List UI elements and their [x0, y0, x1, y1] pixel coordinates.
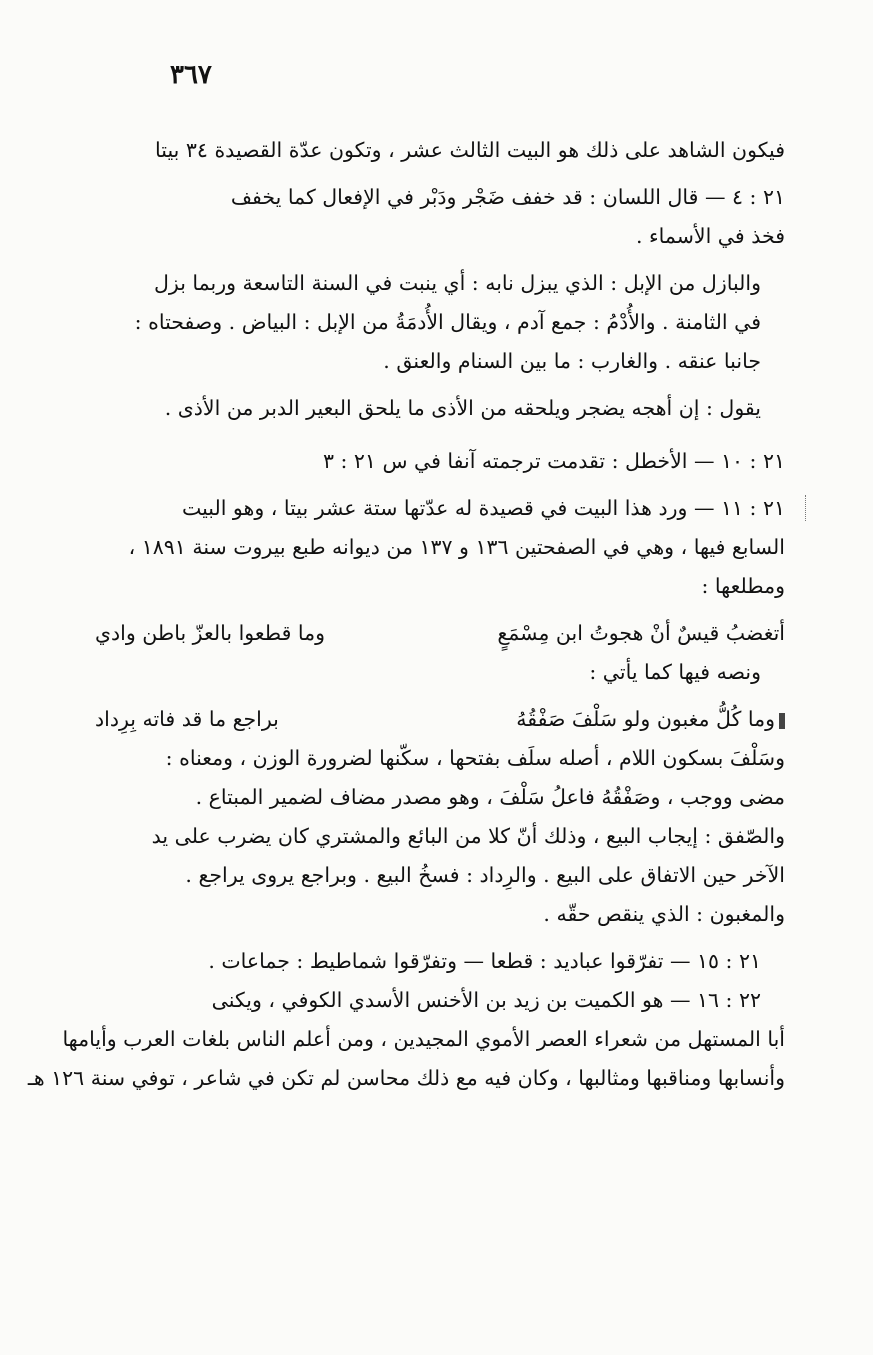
- note-21-11: [95, 489, 785, 606]
- note-21-4: [95, 178, 785, 256]
- text-line: الآخر حين الاتفاق على البيع . والرِداد : فسخُ البيع . وبراجع يروى يراجع .: [185, 863, 785, 887]
- note-21-15: [95, 942, 785, 981]
- verse-hemistich-second: براجع ما قد فاته بِرِداد: [95, 707, 279, 731]
- note-22-16: [27, 981, 785, 1098]
- verse-hemistich-first: [516, 700, 785, 739]
- text-line: وأنسابها ومناقبها ومثالبها ، وكان فيه مع ذلك محاسن لم تكن في شاعر ، توفي سنة ١٢٦ هـ: [27, 1066, 785, 1090]
- text-line: السابع فيها ، وهي في الصفحتين ١٣٦ و ١٣٧ من ديوانه طبع بيروت سنة ١٨٩١ ،: [128, 535, 785, 559]
- paragraph: [95, 389, 785, 428]
- text-line: ٢١ : ١٠ — الأخطل : تقدمت ترجمته آنفا في س ٢١ : ٣: [322, 449, 785, 473]
- text-line: ٢٢ : ١٦ — هو الكميت بن زيد بن الأخنس الأسدي الكوفي ، ويكنى: [211, 988, 761, 1012]
- text-line: أبا المستهل من شعراء العصر الأموي المجيدين ، ومن أعلم الناس بلغات العرب وأيامها: [62, 1027, 785, 1051]
- text-line: والمغبون : الذي ينقص حقّه .: [543, 902, 785, 926]
- verse-text: وما كُلُّ مغبون ولو سَلْفَ صَفْقُهُ: [516, 707, 775, 731]
- page-body: [27, 55, 785, 1098]
- text-line: ومطلعها :: [701, 574, 785, 598]
- text-line: فيكون الشاهد على ذلك هو البيت الثالث عشر ، وتكون عدّة القصيدة ٣٤ بيتا: [155, 138, 785, 162]
- text-line: فخذ في الأسماء .: [635, 224, 785, 248]
- bookmark-icon: [779, 713, 785, 729]
- note-21-10: [95, 442, 785, 481]
- text-line: ٢١ : ١٥ — تفرّقوا عباديد : قطعا — وتفرّقوا شماطيط : جماعات .: [208, 949, 761, 973]
- text-line: وسَلْفَ بسكون اللام ، أصله سلَف بفتحها ، سكّنها لضرورة الوزن ، ومعناه :: [165, 746, 785, 770]
- paragraph: [95, 739, 785, 934]
- text-line: ٢١ : ١١ — ورد هذا البيت في قصيدة له عدّتها ستة عشر بيتا ، وهو البيت: [181, 496, 785, 520]
- verse-hemistich-second: وما قطعوا بالعزّ باطن وادي: [95, 621, 326, 645]
- text-line: في الثامنة . والأُدْمُ : جمع آدم ، ويقال الأُدمَةُ من الإبل : البياض . وصفحتاه :: [134, 310, 761, 334]
- text-line: ونصه فيها كما يأتي :: [589, 660, 761, 684]
- text-line: يقول : إن أهجه يضجر ويلحقه من الأذى ما يلحق البعير الدبر من الأذى .: [164, 396, 761, 420]
- text-line: والصّفق : إيجاب البيع ، وذلك أنّ كلا من البائع والمشتري كان يضرب على يد: [151, 824, 785, 848]
- text-line: مضى ووجب ، وصَفْقُهُ فاعلُ سَلْفَ ، وهو مصدر مضاف لضمير المبتاع .: [195, 785, 785, 809]
- paragraph: [95, 264, 785, 381]
- text-line: ٢١ : ٤ — قال اللسان : قد خفف ضَجْر ودَبْر في الإفعال كما يخفف: [230, 185, 785, 209]
- verse-hemistich-first: أتغضبُ قيسٌ أنْ هجوتُ ابن مِسْمَعٍ: [497, 621, 785, 645]
- text-line: والبازل من الإبل : الذي يبزل نابه : أي ينبت في السنة التاسعة وربما بزل: [154, 271, 761, 295]
- paragraph: [95, 653, 785, 692]
- text-line: جانبا عنقه . والغارب : ما بين السنام والعنق .: [383, 349, 761, 373]
- verse-line: [95, 700, 785, 739]
- page-number: ٣٦٧: [170, 60, 212, 90]
- margin-mark: [805, 495, 808, 521]
- paragraph: [95, 131, 785, 170]
- verse-line: [95, 614, 785, 653]
